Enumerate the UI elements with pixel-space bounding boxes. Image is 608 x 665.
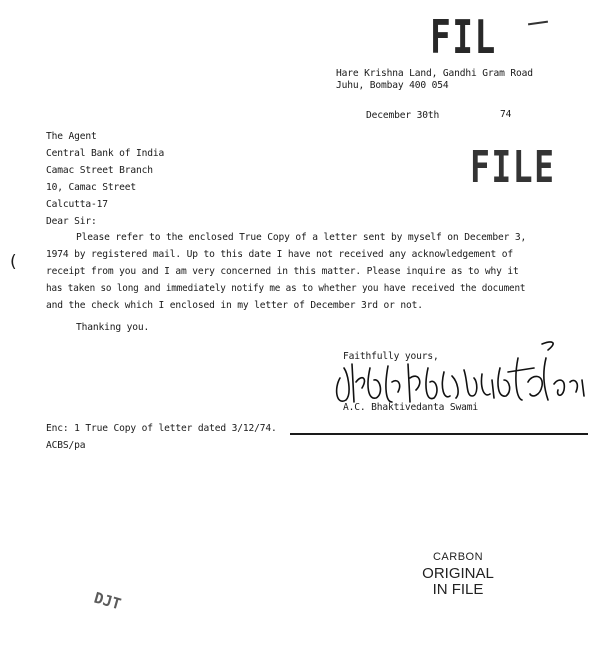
sender-address-line1: Hare Krishna Land, Gandhi Gram Road: [336, 68, 533, 79]
file-stamp-top: FIL: [430, 10, 497, 64]
carbon-stamp-line3: IN FILE: [432, 581, 484, 598]
recipient-line3: Camac Street Branch: [46, 165, 153, 176]
carbon-original-stamp: [406, 552, 510, 597]
body-line5: and the check which I enclosed in my letter of December 3rd or not.: [46, 300, 423, 311]
recipient-line2: Central Bank of India: [46, 148, 165, 159]
signature-underline: [290, 433, 588, 435]
carbon-stamp-line2: ORIGINAL: [422, 565, 494, 582]
file-stamp-middle: FILE: [470, 142, 556, 193]
letter-year: 74: [500, 109, 512, 120]
enclosure-line: Enc: 1 True Copy of letter dated 3/12/74.: [46, 423, 277, 434]
sender-address-line2: Juhu, Bombay 400 054: [336, 80, 449, 91]
recipient-line1: The Agent: [46, 131, 97, 142]
body-line4: has taken so long and immediately notify me as to whether you have received the document: [46, 283, 526, 294]
letter-date: December 30th: [366, 110, 440, 121]
bottom-left-stamp: DJT: [92, 588, 124, 614]
recipient-line5: Calcutta-17: [46, 199, 108, 210]
reference-initials: ACBS/pa: [46, 440, 86, 451]
signer-name: A.C. Bhaktivedanta Swami: [343, 402, 479, 413]
margin-mark: (: [10, 252, 17, 272]
thanks-line: Thanking you.: [76, 322, 150, 333]
recipient-line4: 10, Camac Street: [46, 182, 137, 193]
stamp-dash: [528, 21, 548, 26]
carbon-stamp-line1: CARBON: [432, 551, 484, 563]
body-line3: receipt from you and I am very concerned in this matter. Please inquire as to why it: [46, 266, 519, 277]
body-line2: 1974 by registered mail. Up to this date I have not received any acknowledgement of: [46, 249, 513, 260]
closing: Faithfully yours,: [343, 351, 439, 362]
salutation: Dear Sir:: [46, 216, 97, 227]
body-line1: Please refer to the enclosed True Copy of a letter sent by myself on December 3,: [76, 232, 527, 243]
